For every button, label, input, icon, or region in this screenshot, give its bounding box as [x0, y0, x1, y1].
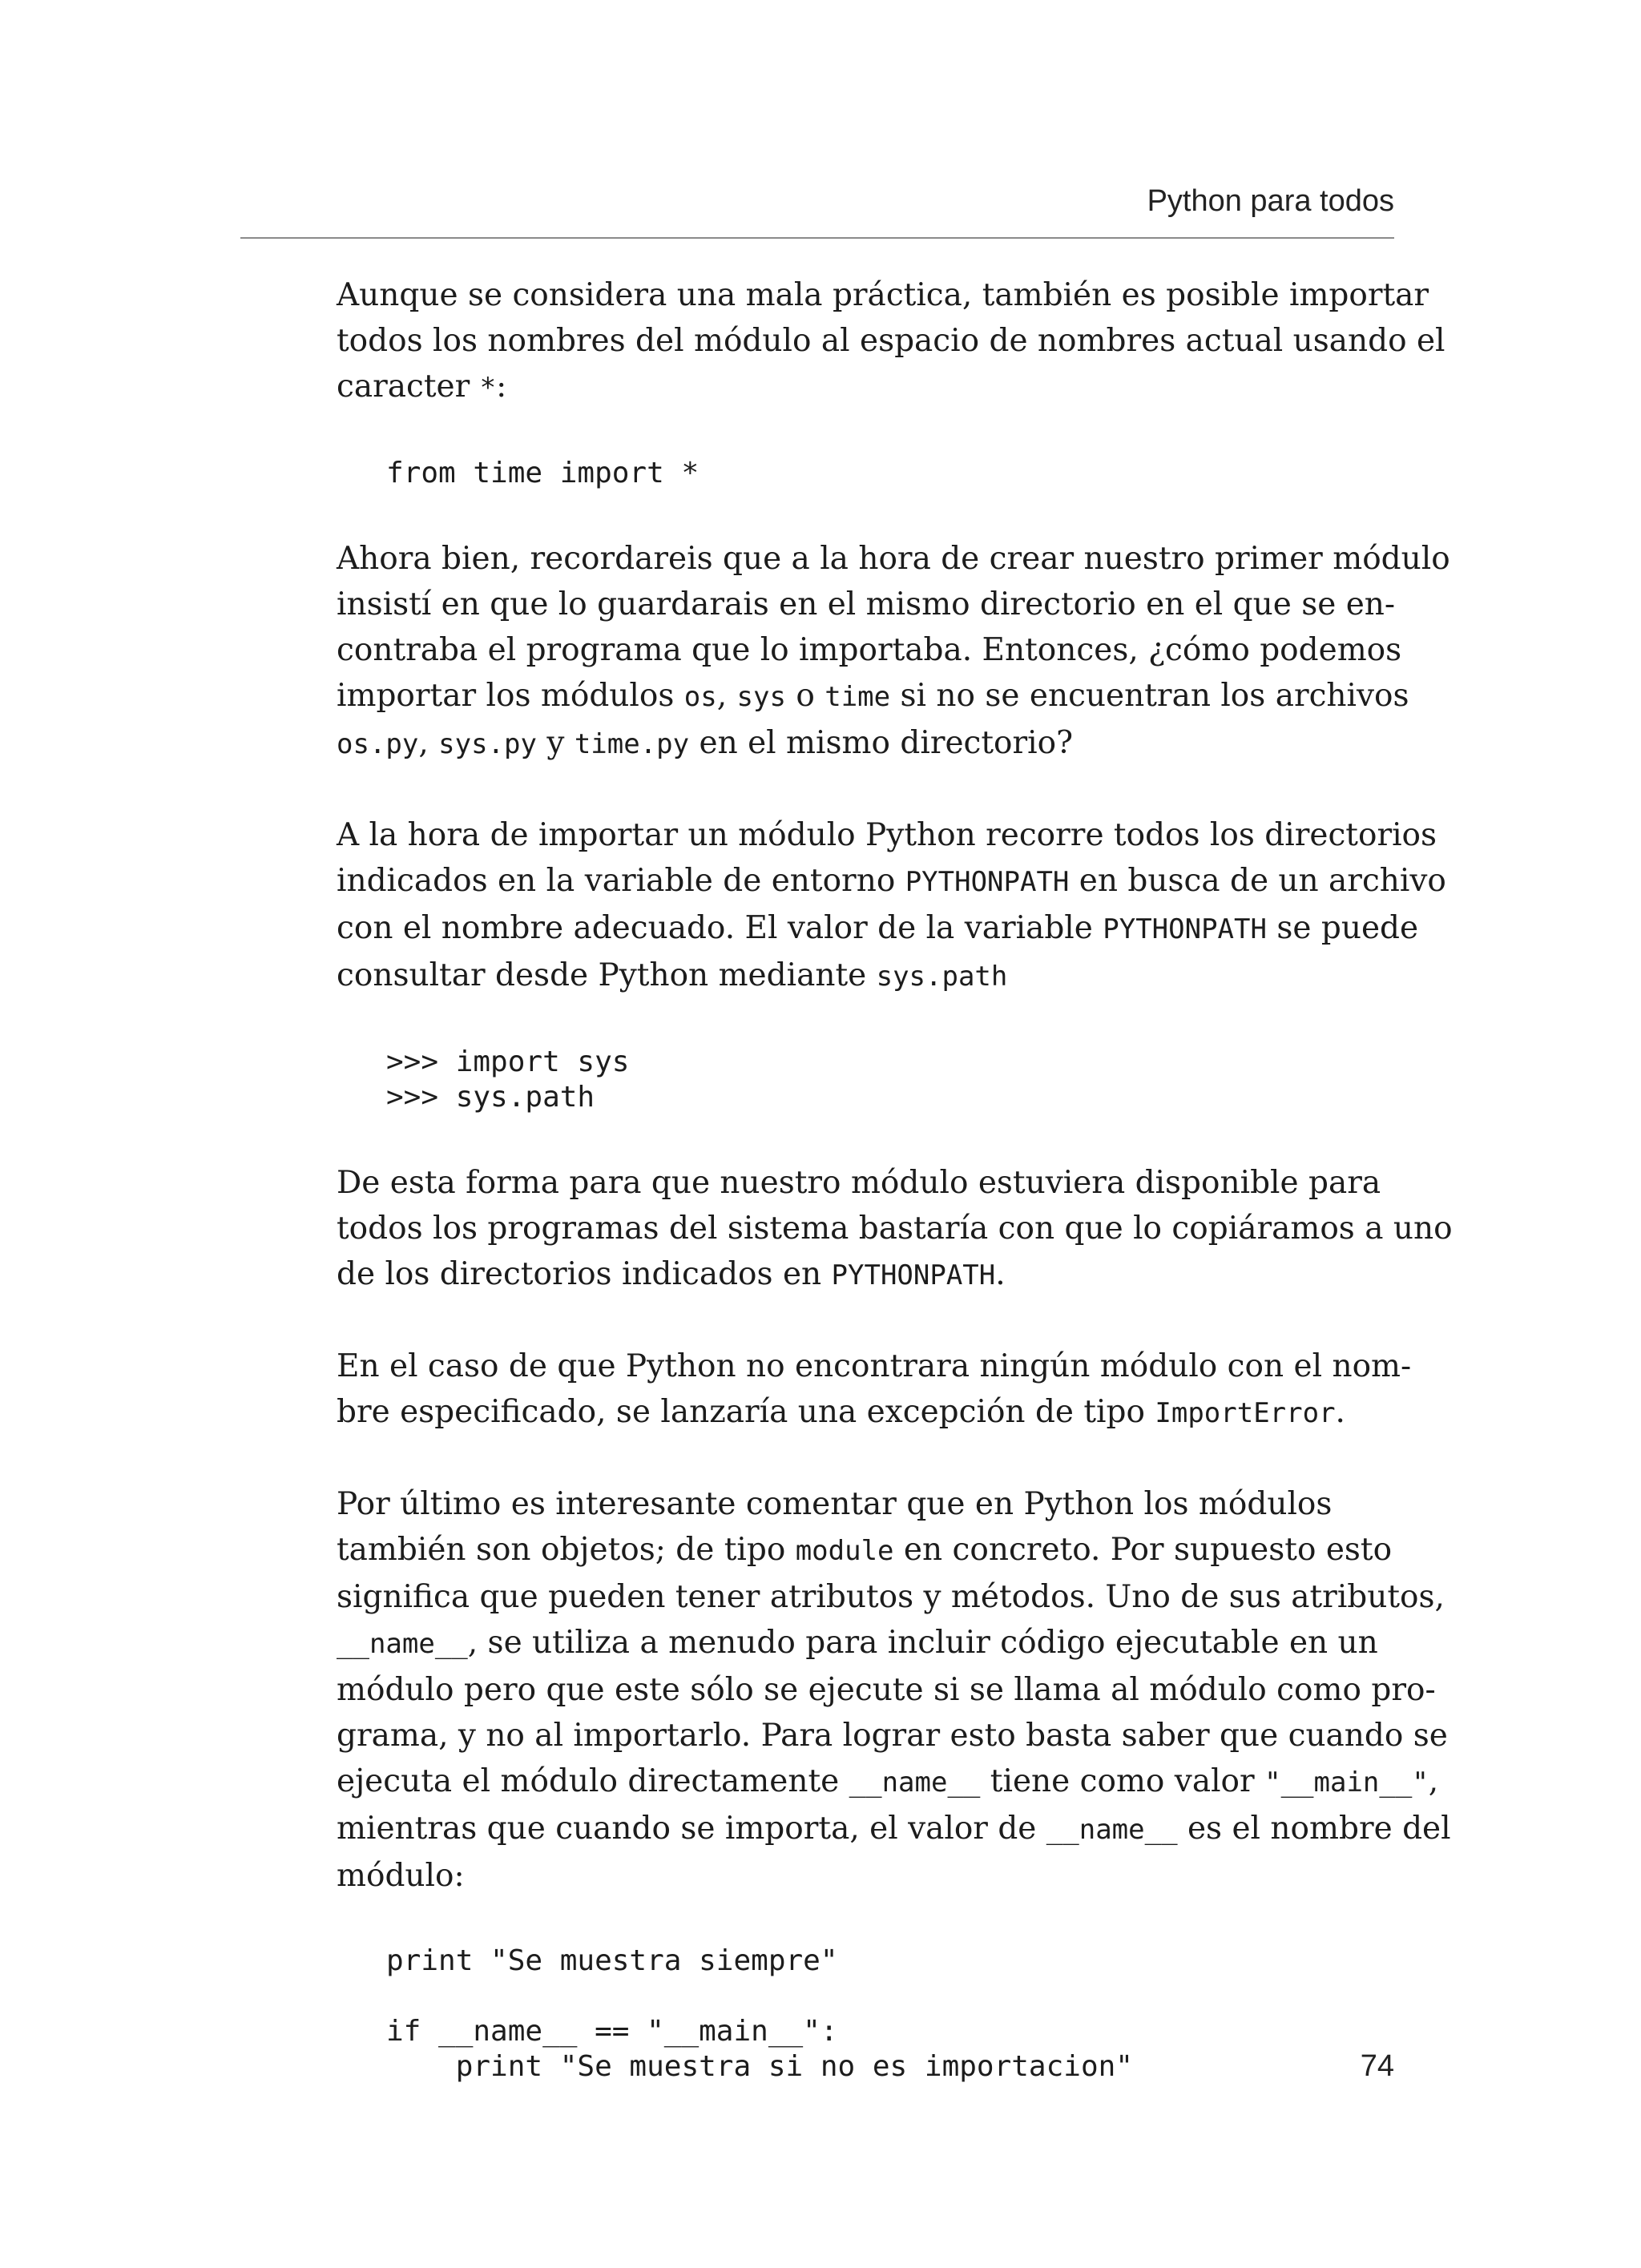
text-line: [337, 1806, 1451, 1853]
text-run: :: [496, 369, 507, 405]
inline-code: time.py: [574, 728, 690, 760]
text-line: significa que pueden tener atributos y métodos. Uno de sus atributos,: [337, 1579, 1445, 1615]
text-line: todos los programas del sistema bastaría con que lo copiáramos a uno: [337, 1211, 1453, 1247]
text-run: .: [1335, 1394, 1345, 1430]
text-run: en busca de un archivo: [1069, 863, 1446, 899]
text-line: [337, 1251, 1394, 1299]
code-line: >>> sys.path: [386, 1081, 595, 1114]
code-block-import-all: [386, 456, 1394, 491]
text-line: grama, y no al importarlo. Para lograr esto basta saber que cuando se: [337, 1718, 1448, 1754]
text-run: se puede: [1266, 910, 1419, 946]
paragraph-name-attribute: [337, 1481, 1451, 1899]
paragraph-copy-module: [337, 1160, 1453, 1299]
text-run: bre especificado, se lanzaría una excepción de tipo: [337, 1394, 1155, 1430]
inline-code: module: [795, 1535, 894, 1567]
text-run: ejecuta el módulo directamente: [337, 1763, 849, 1799]
text-run: si no se encuentran los archivos: [890, 678, 1409, 714]
code-block-sys-path: [386, 1045, 1394, 1115]
text-line: Ahora bien, recordareis que a la hora de crear nuestro primer módulo: [337, 541, 1450, 577]
text-run: en el mismo directorio?: [689, 725, 1074, 761]
text-run: con el nombre adecuado. El valor de la variable: [337, 910, 1103, 946]
text-line: [337, 673, 1409, 720]
paragraph-import-all: [337, 272, 1445, 411]
text-line: Por último es interesante comentar que en Python los módulos: [337, 1486, 1333, 1522]
text-line: [337, 364, 1394, 411]
page-number: 74: [1360, 2049, 1394, 2083]
code-line: print "Se muestra siempre": [386, 1944, 838, 1977]
text-run: consultar desde Python mediante: [337, 957, 877, 993]
inline-code: ImportError: [1155, 1397, 1336, 1429]
text-line: De esta forma para que nuestro módulo estuviera disponible para: [337, 1165, 1381, 1201]
code-block-main-check: [386, 1944, 1394, 2085]
text-run: es el nombre del: [1177, 1811, 1451, 1847]
running-header: Python para todos: [1147, 184, 1394, 218]
inline-code: __name__: [849, 1766, 981, 1799]
text-line: Aunque se considera una mala práctica, también es posible importar: [337, 277, 1429, 313]
inline-code: time: [825, 681, 891, 713]
inline-code: PYTHONPATH: [1103, 913, 1267, 945]
text-line: [337, 905, 1419, 953]
header-rule: [240, 237, 1394, 239]
paragraph-pythonpath: [337, 812, 1446, 1000]
text-run: ,: [1428, 1763, 1439, 1799]
inline-code: os: [683, 681, 717, 713]
code-line: print "Se muestra si no es importacion": [386, 2050, 1133, 2083]
text-run: , se utiliza a menudo para incluir código ejecutable en un: [467, 1625, 1378, 1661]
text-line: [337, 1389, 1394, 1436]
text-run: o: [785, 678, 825, 714]
text-line: [337, 953, 1394, 1000]
text-line: [337, 1527, 1394, 1574]
text-line: todos los nombres del módulo al espacio de nombres actual usando el: [337, 323, 1445, 359]
code-blank-line: [386, 1979, 1394, 2014]
inline-code: sys.path: [876, 961, 1008, 993]
text-line: A la hora de importar un módulo Python recorre todos los directorios: [337, 817, 1437, 853]
inline-code: sys: [736, 681, 786, 713]
text-run: indicados en la variable de entorno: [337, 863, 905, 899]
inline-code: os.py: [337, 728, 419, 760]
text-run: tiene como valor: [980, 1763, 1265, 1799]
text-run: de los directorios indicados en: [337, 1256, 832, 1292]
text-line: [337, 1620, 1394, 1667]
text-run: también son objetos; de tipo: [337, 1532, 796, 1568]
code-line: >>> import sys: [386, 1045, 630, 1078]
text-line: [337, 858, 1446, 905]
text-run: en concreto. Por supuesto esto: [893, 1532, 1393, 1568]
text-line: En el caso de que Python no encontrara ningún módulo con el nom-: [337, 1348, 1412, 1384]
text-run: mientras que cuando se importa, el valor de: [337, 1811, 1046, 1847]
text-run: caracter: [337, 369, 480, 405]
text-line: [337, 1758, 1439, 1806]
text-run: ,: [418, 725, 439, 761]
text-run: .: [995, 1256, 1006, 1292]
text-run: y: [536, 725, 575, 761]
code-line: if __name__ == "__main__":: [386, 2015, 838, 2048]
inline-code: PYTHONPATH: [905, 866, 1070, 898]
page-body: [337, 272, 1453, 2129]
inline-code: sys.py: [438, 728, 537, 760]
paragraph-module-directory: [337, 536, 1450, 767]
inline-code: __name__: [1046, 1814, 1178, 1846]
text-line: [337, 720, 1394, 767]
inline-code: __name__: [337, 1628, 468, 1660]
inline-code: PYTHONPATH: [831, 1259, 996, 1291]
inline-code: "__main__": [1264, 1766, 1429, 1799]
text-run: ,: [716, 678, 737, 714]
text-line: contraba el programa que lo importaba. Entonces, ¿cómo podemos: [337, 632, 1402, 668]
paragraph-import-error: [337, 1343, 1412, 1436]
text-line: módulo:: [337, 1858, 465, 1894]
inline-code: *: [479, 372, 497, 404]
text-line: insistí en que lo guardarais en el mismo directorio en el que se en-: [337, 586, 1396, 622]
text-run: importar los módulos: [337, 678, 684, 714]
text-line: módulo pero que este sólo se ejecute si se llama al módulo como pro-: [337, 1672, 1436, 1708]
code-line: from time import *: [386, 457, 700, 489]
